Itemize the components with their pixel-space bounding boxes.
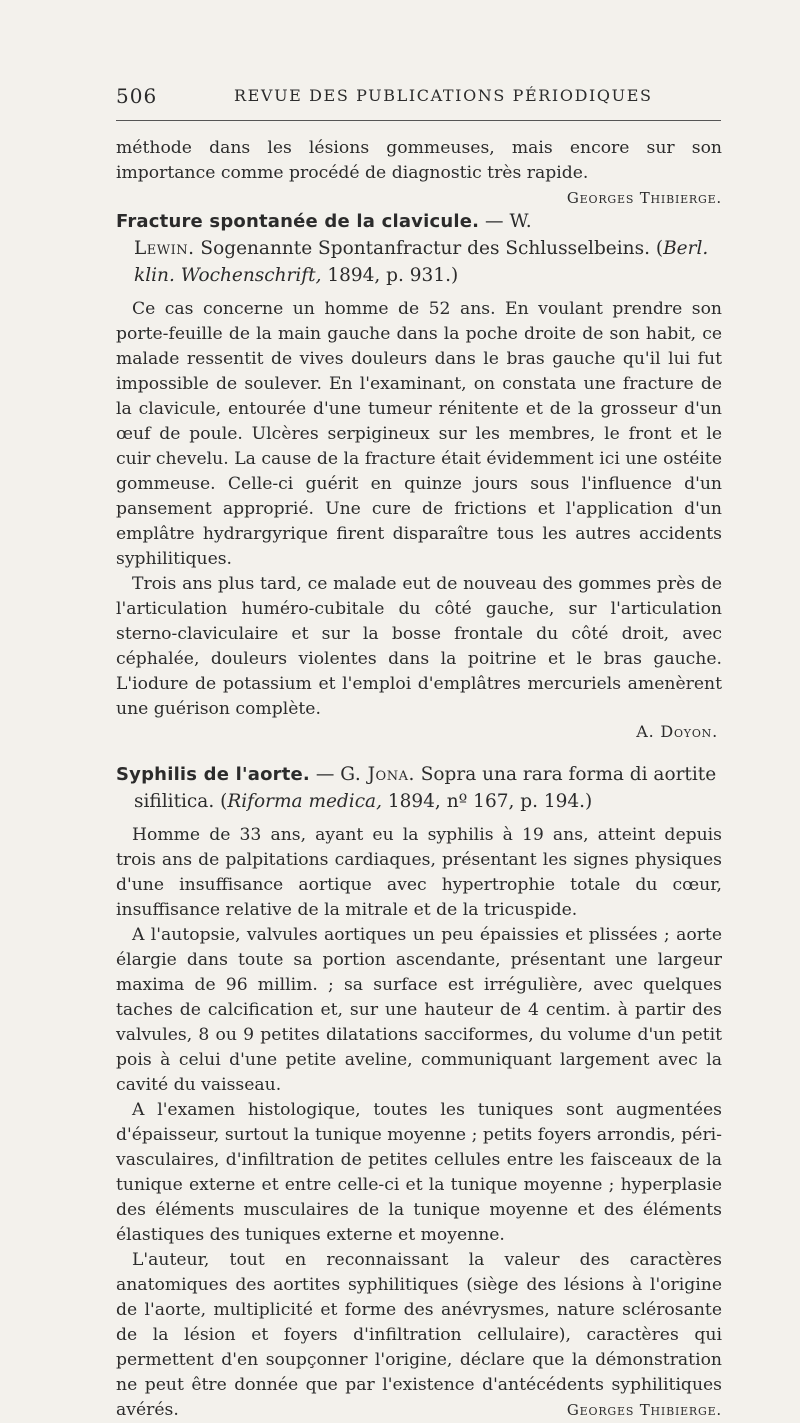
article2-paragraph-4-text: L'auteur, tout en reconnaissant la valeur des caractères anatomiques des aortites syphilitiques (siège des lésions à l'origine de l'aorte, multiplicité et forme des anévrysmes, nature sclérosante de la lésion et foyers d'infiltration cellulaire), caractères qui permettent d'en soupçonner l'origine, déclare que la démonstration ne peut être donnée que par l'existence d'antécédents syphilitiques avérés. — [116, 1250, 722, 1420]
intro-text: méthode dans les lésions gommeuses, mais encore sur son importance comme procédé de diagnostic très rapide. — [116, 138, 722, 183]
article2-title — [116, 761, 722, 815]
article2-dash: — — [309, 764, 341, 785]
running-header — [116, 84, 721, 112]
header-rule — [116, 120, 721, 121]
article1-title — [116, 208, 722, 289]
article1-paragraph-1: Ce cas concerne un homme de 52 ans. En voulant prendre son porte-feuille de la main gauche dans la poche droite de son habit, ce malade ressentit de vives douleurs dans le bras gauche qu'il lui fut impossible de soulever. En l'examinant, on constata une fracture de la clavicule, entourée d'une tumeur rénitente et de la grosseur d'un œuf de poule. Ulcères serpigineux sur les membres, le front et le cuir chevelu. La cause de la fracture était évidemment ici une ostéite gommeuse. Celle-ci guérit en quinze jours sous l'influence d'un pansement approprié. Une cure de frictions et l'application d'un emplâtre hydrargyrique firent disparaître tous les autres accidents syphilitiques. — [116, 299, 722, 569]
intro-paragraph — [116, 136, 722, 207]
article2-paragraph-4 — [116, 1248, 722, 1423]
running-title: REVUE DES PUBLICATIONS PÉRIODIQUES — [234, 86, 653, 105]
article2-paragraph-3: A l'examen histologique, toutes les tuniques sont augmentées d'épaisseur, surtout la tunique moyenne ; petits foyers arrondis, péri-vasculaires, d'infiltration de petites cellules entre les faisceaux de la tunique externe et entre celle-ci et la tunique moyenne ; hyperplasie des éléments musculaires de la tunique moyenne et des éléments élastiques des tuniques externe et moyenne. — [116, 1100, 722, 1245]
article1-signature: A. Doyon. — [636, 722, 718, 741]
article1-dash: — — [479, 211, 510, 232]
article2-ref-end: 1894, nº 167, p. 194.) — [381, 791, 593, 812]
page-number: 506 — [116, 84, 158, 108]
article1-ref-end: 1894, p. 931.) — [321, 265, 459, 286]
page-body — [116, 136, 722, 1423]
article1-ref-journal: Berl. klin. Wochenschrift, — [134, 238, 709, 286]
article2-signature: Georges Thibierge. — [566, 1401, 722, 1419]
article1-paragraph-2: Trois ans plus tard, ce malade eut de nouveau des gommes près de l'articulation huméro-cubitale du côté gauche, sur l'articulation sterno-claviculaire et sur la bosse frontale du côté droit, avec céphalée, douleurs violentes dans la poitrine et le bras gauche. L'iodure de potassium et l'emploi d'emplâtres mercuriels amenèrent une guérison complète. — [116, 574, 722, 719]
article2-heading: Syphilis de l'aorte. — [116, 764, 310, 785]
article2-ref-journal: Riforma medica, — [227, 791, 382, 812]
article2-paragraph-1: Homme de 33 ans, ayant eu la syphilis à 19 ans, atteint depuis trois ans de palpitations cardiaques, présentant les signes physiques d'une insuffisance aortique avec hypertrophie totale du cœur, insuffisance relative de la mitrale et de la tricuspide. — [116, 825, 722, 920]
intro-signature: Georges Thibierge. — [566, 189, 722, 207]
article1-ref-plain: Sogenannte Spontanfractur des Schlusselbeins. ( — [194, 238, 664, 259]
article1-author: W. Lewin. — [134, 211, 533, 259]
article2-ref-plain: Sopra una rara forma di aortite sifilitica. ( — [134, 764, 717, 812]
article2-author: G. Jona. — [340, 764, 415, 785]
article1-heading: Fracture spontanée de la clavicule. — [116, 211, 480, 232]
article2-paragraph-2: A l'autopsie, valvules aortiques un peu épaissies et plissées ; aorte élargie dans toute sa portion ascendante, présentant une largeur maxima de 96 millim. ; sa surface est irrégulière, avec quelques taches de calcification et, sur une hauteur de 4 centim. à partir des valvules, 8 ou 9 petites dilatations sacciformes, du volume d'un petit pois à celui d'une petite aveline, communiquant largement avec la cavité du vaisseau. — [116, 925, 722, 1095]
